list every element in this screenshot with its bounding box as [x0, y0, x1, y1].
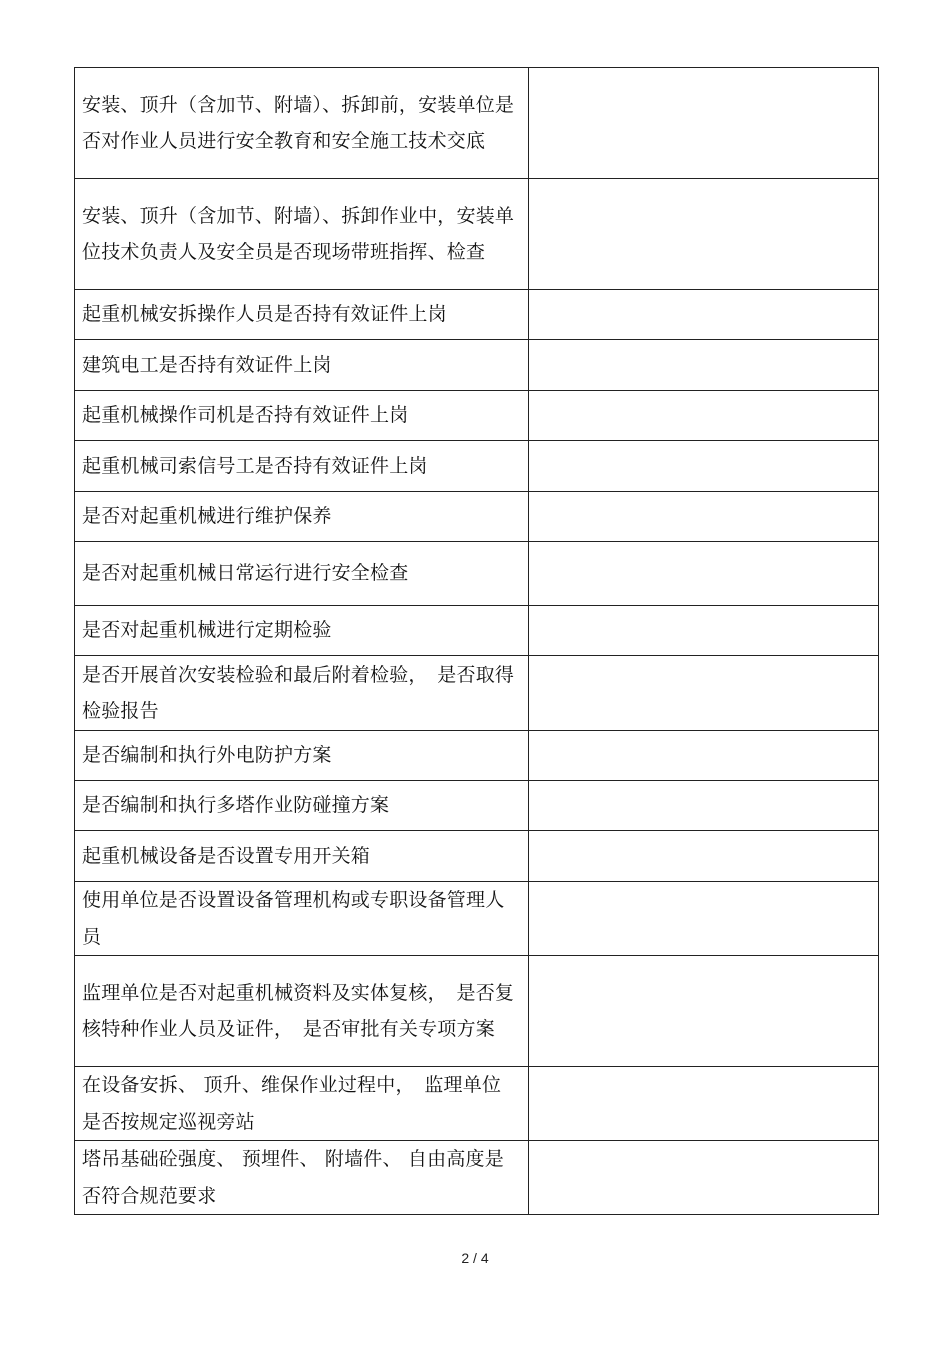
check-item-cell	[75, 956, 529, 1067]
check-item-text: 起重机械司索信号工是否持有效证件上岗	[82, 454, 428, 477]
table-row	[75, 731, 879, 781]
check-item-text: 建筑电工是否持有效证件上岗	[82, 353, 332, 376]
check-item-text: 安装、顶升（含加节、附墙）、拆卸作业中，安装单位技术负责人及安全员是否现场带班指挥、检查	[82, 204, 515, 263]
table-row	[75, 290, 879, 340]
check-item-text: 是否对起重机械日常运行进行安全检查	[82, 562, 409, 585]
result-cell	[529, 179, 879, 290]
check-item-cell	[75, 656, 529, 731]
result-cell	[529, 542, 879, 606]
table-row	[75, 1067, 879, 1141]
check-item-text: 是否编制和执行多塔作业防碰撞方案	[82, 794, 390, 817]
result-cell	[529, 1067, 879, 1141]
check-item-cell	[75, 1067, 529, 1141]
result-cell	[529, 882, 879, 956]
table-row	[75, 1141, 879, 1215]
check-item-cell	[75, 441, 529, 492]
table-row	[75, 340, 879, 391]
check-item-text: 是否对起重机械进行维护保养	[82, 505, 332, 528]
check-item-text: 起重机械设备是否设置专用开关箱	[82, 844, 371, 867]
result-cell	[529, 731, 879, 781]
table-row	[75, 492, 879, 542]
table-row	[75, 882, 879, 956]
check-item-text: 塔吊基础砼强度、 预埋件、 附墙件、 自由高度是否符合规范要求	[82, 1148, 504, 1207]
check-item-cell	[75, 340, 529, 391]
result-cell	[529, 441, 879, 492]
result-cell	[529, 290, 879, 340]
check-item-cell	[75, 68, 529, 179]
result-cell	[529, 656, 879, 731]
result-cell	[529, 1141, 879, 1215]
check-item-text: 是否开展首次安装检验和最后附着检验， 是否取得检验报告	[82, 663, 515, 722]
check-item-text: 使用单位是否设置设备管理机构或专职设备管理人员	[82, 889, 505, 948]
inspection-checklist-table	[74, 67, 879, 1215]
result-cell	[529, 340, 879, 391]
result-cell	[529, 831, 879, 882]
check-item-cell	[75, 731, 529, 781]
check-item-cell	[75, 290, 529, 340]
result-cell	[529, 606, 879, 656]
check-item-text: 在设备安拆、 顶升、维保作业过程中， 监理单位是否按规定巡视旁站	[82, 1074, 502, 1133]
table-row	[75, 441, 879, 492]
result-cell	[529, 391, 879, 441]
check-item-cell	[75, 606, 529, 656]
check-item-cell	[75, 391, 529, 441]
table-row	[75, 956, 879, 1067]
check-item-cell	[75, 492, 529, 542]
check-item-cell	[75, 179, 529, 290]
table-row	[75, 656, 879, 731]
result-cell	[529, 956, 879, 1067]
check-item-cell	[75, 781, 529, 831]
table-row	[75, 179, 879, 290]
result-cell	[529, 492, 879, 542]
page-number: 2 / 4	[461, 1250, 489, 1266]
check-item-cell	[75, 1141, 529, 1215]
result-cell	[529, 781, 879, 831]
result-cell	[529, 68, 879, 179]
table-row	[75, 831, 879, 882]
check-item-cell	[75, 882, 529, 956]
table-row	[75, 68, 879, 179]
check-item-text: 起重机械操作司机是否持有效证件上岗	[82, 404, 409, 427]
table-row	[75, 606, 879, 656]
check-item-text: 是否对起重机械进行定期检验	[82, 619, 332, 642]
check-item-cell	[75, 542, 529, 606]
table-row	[75, 781, 879, 831]
table-row	[75, 391, 879, 441]
check-item-text: 是否编制和执行外电防护方案	[82, 744, 332, 767]
check-item-text: 监理单位是否对起重机械资料及实体复核， 是否复核特种作业人员及证件， 是否审批有关专项方案	[82, 981, 515, 1040]
check-item-cell	[75, 831, 529, 882]
check-item-text: 起重机械安拆操作人员是否持有效证件上岗	[82, 303, 447, 326]
check-item-text: 安装、顶升（含加节、附墙）、拆卸前，安装单位是否对作业人员进行安全教育和安全施工技术交底	[82, 93, 515, 152]
table-row	[75, 542, 879, 606]
